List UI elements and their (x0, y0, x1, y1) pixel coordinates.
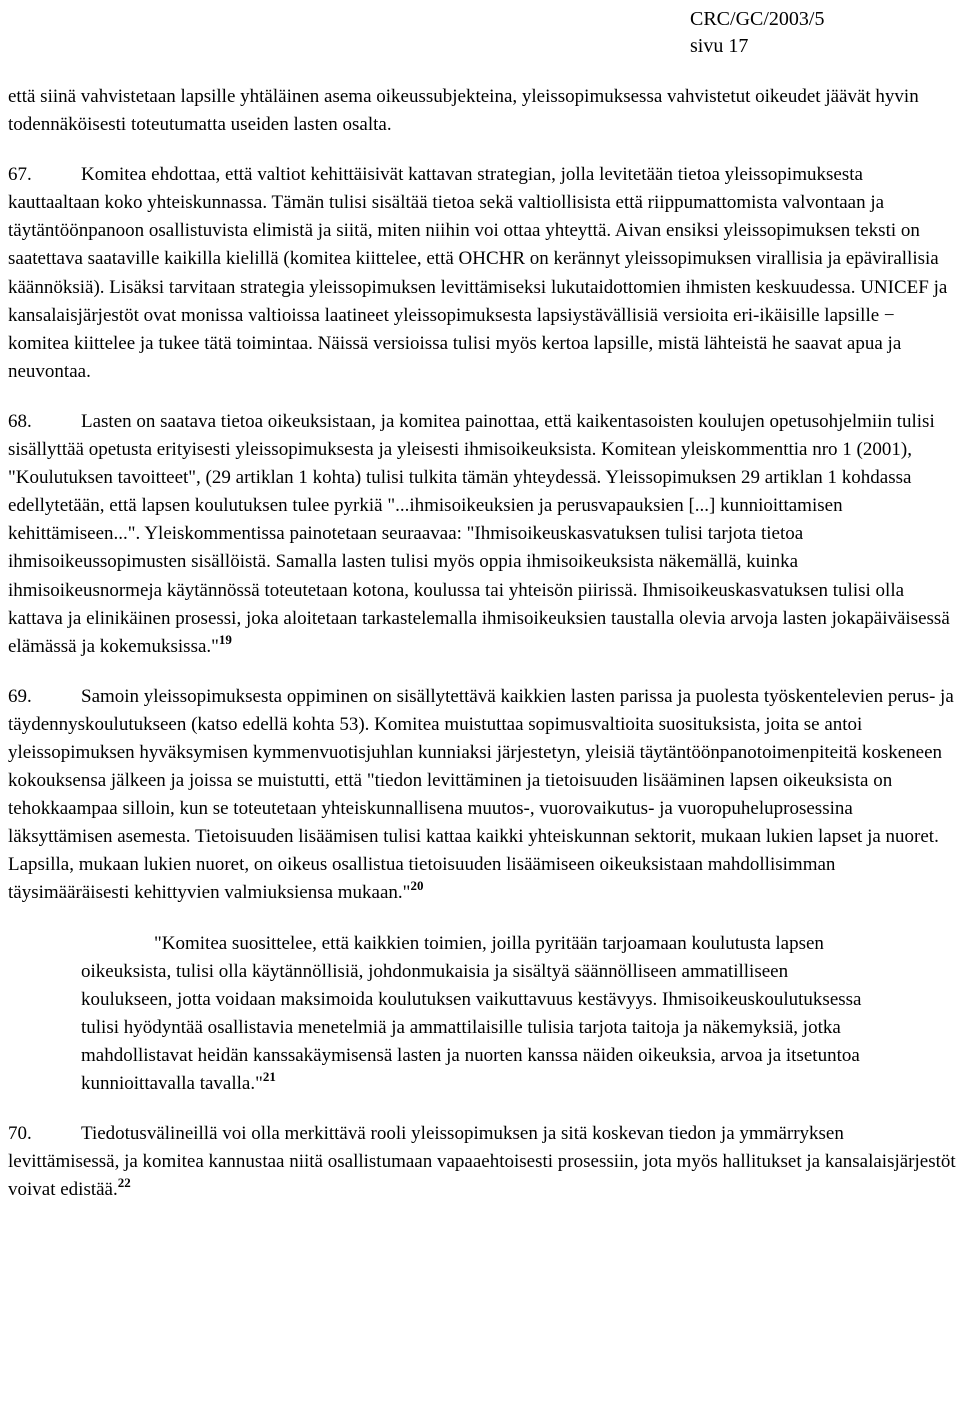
paragraph-number: 68. (8, 410, 32, 432)
paragraph-70 (8, 1120, 956, 1204)
paragraph-number: 67. (8, 164, 32, 186)
paragraph-text: Lasten on saatava tietoa oikeuksistaan, ja komitea painottaa, että kaikentasoisten koulujen opetusohjelmiin tulisi sisällyttää opetusta erityisesti yleissopimuksesta ja yleisesti ihmisoikeuksista. Komitean yleiskommenttia nro 1 (2001), "Koulutuksen tavoitteet", (29 artiklan 1 kohta) tulisi tulkita tämän yhteydessä. Yleissopimuksen 29 artiklan 1 kohdassa edellytetään, että lapsen koulutuksen tulee pyrkiä "...ihmisoikeuksien ja perusvapauksien [...] kunnioittamisen kehittämiseen...". Yleiskommentissa painotetaan seuraavaa: "Ihmisoikeuskasvatuksen tulisi tarjota tietoa ihmisoikeussopimusten sisällöistä. Samalla lasten tulisi myös oppia ihmisoikeuksista näkemällä, kuinka ihmisoikeusnormeja käytännössä toteutetaan kotona, koulussa tai yhteisön piirissä. Ihmisoikeuskasvatuksen tulisi olla kattava ja elinikäinen prosessi, joka aloitetaan tarkastelemalla ihmisoikeuksien taustalla olevia arvoja lasten jokapäiväisessä elämässä ja kokemuksissa." (8, 410, 950, 657)
paragraph-text: Tiedotusvälineillä voi olla merkittävä rooli yleissopimuksen ja sitä koskevan tiedon ja ymmärryksen levittämisessä, ja komitea kannustaa niitä osallistumaan vapaaehtoisesti prosessiin, jota myös hallitukset ja kansalaisjärjestöt voivat edistää. (8, 1123, 956, 1201)
continuation-text: että siinä vahvistetaan lapsille yhtäläinen asema oikeussubjekteina, yleissopimuksessa vahvistetut oikeudet jäävät hyvin todennäköisesti toteutumatta useiden lasten osalta. (8, 86, 919, 136)
block-quote (81, 930, 881, 1099)
paragraph-67 (8, 161, 956, 386)
quote-text: "Komitea suosittelee, että kaikkien toimien, joilla pyritään tarjoamaan koulutusta lapsen oikeuksista, tulisi olla käytännöllisiä, johdonmukaisia ja sisältyä säännölliseen ammatilliseen koulukseen, jotta voidaan maksimoida koulutuksen vaikuttavuus kestävyys. Ihmisoikeuskoulutuksessa tulisi hyödyntää osallistavia menetelmiä ja ammattilaisille tulisia tarjota taitoja ja näkemyksiä, jotka mahdollistavat heidän kanssakäymisensä lasten ja nuorten kanssa näiden oikeuksia, arvoa ja itsetuntoa kunnioittavalla tavalla." (81, 932, 862, 1094)
paragraph-69 (8, 683, 956, 908)
paragraph-text: Komitea ehdottaa, että valtiot kehittäisivät kattavan strategian, jolla levitetään tietoa yleissopimuksesta kauttaaltaan koko yhteiskunnassa. Tämän tulisi sisältää tietoa sekä valtiollisista että riippumattomista valvontaan ja täytäntöönpanoon osallistuvista elimistä ja siitä, miten niihin voi ottaa yhteyttä. Aivan ensiksi yleissopimuksen teksti on saatettava saataville kaikilla kielillä (komitea kiittelee, että OHCHR on kerännyt yleissopimuksen virallisia ja epävirallisia käännöksiä). Lisäksi tarvitaan strategia yleissopimuksen levittämiseksi lukutaidottomien ihmisten keskuudessa. UNICEF ja kansalaisjärjestöt ovat monissa valtioissa laatineet yleissopimuksesta lapsiystävällisiä versioita eri-ikäisille lapsille − komitea kiittelee ja tukee tätä toimintaa. Näissä versioissa tulisi myös kertoa lapsille, mistä lähteistä he saavat apua ja neuvontaa. (8, 164, 948, 382)
page-header (690, 6, 824, 60)
paragraph-68 (8, 408, 956, 661)
footnote-ref[interactable]: 20 (410, 878, 424, 894)
footnote-ref[interactable]: 22 (117, 1175, 131, 1191)
document-body (8, 83, 956, 1204)
page-number: sivu 17 (690, 35, 749, 57)
footnote-ref[interactable]: 21 (262, 1069, 276, 1084)
document-code: CRC/GC/2003/5 (690, 8, 825, 30)
paragraph-number: 69. (8, 685, 32, 707)
footnote-ref[interactable]: 19 (218, 631, 232, 647)
paragraph-number: 70. (8, 1123, 32, 1145)
paragraph-text: Samoin yleissopimuksesta oppiminen on sisällytettävä kaikkien lasten parissa ja puolesta työskentelevien perus- ja täydennyskoulutukseen (katso edellä kohta 53). Komitea muistuttaa sopimusvaltioita suosituksista, joita se antoi yleissopimuksen hyväksymisen kymmenvuotisjuhlan kunniaksi järjestetyn, yleisiä täytäntöönpanotoimenpiteitä koskeneen kokouksensa jälkeen ja joissa se muistutti, että "tiedon levittäminen ja tietoisuuden lisääminen lapsen oikeuksista on tehokkaampaa silloin, kun se toteutetaan yhteiskunnallisena muutos-, vuorovaikutus- ja vuoropuheluprosessina läksyttämisen asemesta. Tietoisuuden lisäämisen tulisi kattaa kaikki yhteiskunnan sektorit, mukaan lukien lapset ja nuoret. Lapsilla, mukaan lukien nuoret, on oikeus osallistua tietoisuuden lisäämiseen oikeuksistaan mahdollisimman täysimääräisesti kehittyvien valmiuksiensa mukaan." (8, 685, 954, 904)
